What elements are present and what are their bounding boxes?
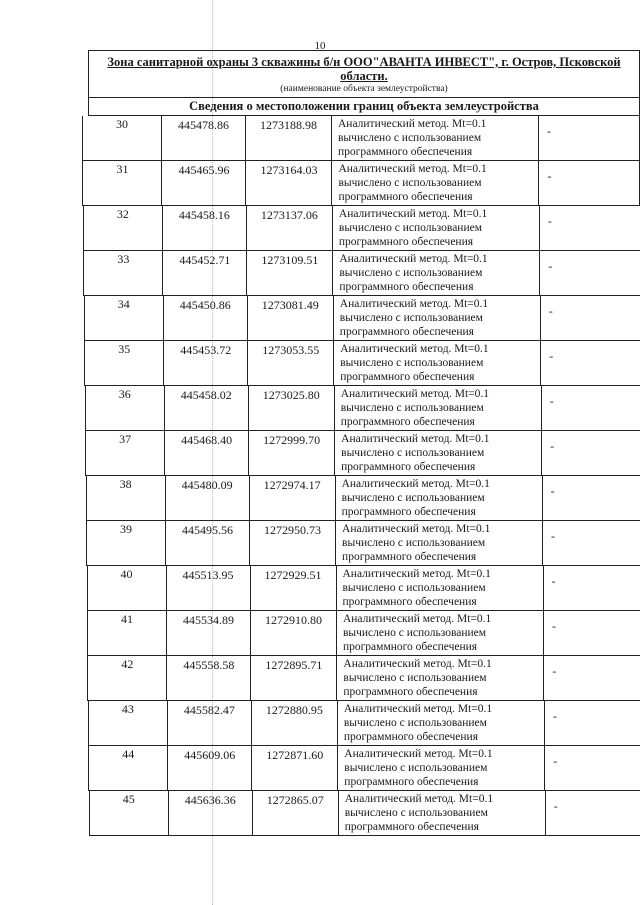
point-number-cell: 32 <box>83 206 162 251</box>
method-text-line: программного обеспечения <box>340 416 475 428</box>
coordinate-y-cell: 1272950.73 <box>249 521 335 566</box>
section-title: Сведения о местоположении границ объекта землеустройства <box>88 97 640 116</box>
note-cell: - <box>541 386 640 431</box>
note-cell: - <box>544 701 640 746</box>
table-row <box>94 701 640 746</box>
method-cell <box>335 476 542 521</box>
method-text-line: вычислено с использованием <box>338 177 482 189</box>
method-text-line: программного обеспечения <box>338 236 474 248</box>
method-cell <box>334 386 541 431</box>
method-text-line: вычислено с использованием <box>343 717 487 729</box>
table-row <box>93 611 640 656</box>
note-cell: - <box>543 566 640 611</box>
point-number-cell: 41 <box>87 611 166 656</box>
coordinate-x-cell: 445609.06 <box>167 746 251 791</box>
point-number-cell: 45 <box>89 791 168 836</box>
coordinate-y-cell: 1272880.95 <box>251 701 337 746</box>
point-number-cell: 34 <box>84 296 163 341</box>
coordinate-y-cell: 1272929.51 <box>250 566 336 611</box>
method-text-line: Аналитический метод. Mt=0.1 <box>338 118 487 130</box>
method-text-line: Аналитический метод. Mt=0.1 <box>342 568 491 580</box>
point-number-cell: 40 <box>87 566 166 611</box>
method-cell <box>335 521 542 566</box>
method-cell <box>334 431 541 476</box>
method-cell <box>332 251 539 296</box>
method-text-line: программного обеспечения <box>341 461 476 473</box>
method-text-line: Аналитический метод. Mt=0.1 <box>342 523 491 535</box>
method-text-line: вычислено с использованием <box>344 762 488 774</box>
method-text-line: Аналитический метод. Mt=0.1 <box>341 478 490 490</box>
method-cell <box>331 116 538 161</box>
method-text-line: вычислено с использованием <box>343 672 487 684</box>
method-text-line: программного обеспечения <box>342 596 477 608</box>
method-text-line: программного обеспечения <box>343 731 478 743</box>
note-cell: - <box>544 746 640 791</box>
table-row <box>95 791 640 836</box>
coordinate-y-cell: 1273053.55 <box>247 341 333 386</box>
method-text-line: программного обеспечения <box>342 551 477 563</box>
method-text-line: вычислено с использованием <box>339 312 483 324</box>
note-cell: - <box>545 791 640 836</box>
coordinate-y-cell: 1272871.60 <box>251 746 337 791</box>
method-text-line: Аналитический метод. Mt=0.1 <box>343 703 493 715</box>
coordinate-x-cell: 445458.16 <box>162 206 246 251</box>
method-cell <box>331 161 538 206</box>
coordinate-x-cell: 445513.95 <box>166 566 250 611</box>
method-text-line: Аналитический метод. Mt=0.1 <box>340 388 490 400</box>
method-text-line: Аналитический метод. Mt=0.1 <box>344 793 494 805</box>
method-text-line: программного обеспечения <box>338 146 473 158</box>
method-text-line: Аналитический метод. Mt=0.1 <box>339 253 488 265</box>
coordinate-x-cell: 445480.09 <box>165 476 249 521</box>
method-text-line: программного обеспечения <box>342 641 478 653</box>
method-text-line: вычислено с использованием <box>339 267 483 279</box>
method-cell <box>332 206 539 251</box>
coordinate-x-cell: 445534.89 <box>166 611 250 656</box>
method-text-line: Аналитический метод. Mt=0.1 <box>343 658 492 670</box>
method-text-line: вычислено с использованием <box>341 492 485 504</box>
method-text-line: вычислено с использованием <box>342 627 487 639</box>
method-text-line: Аналитический метод. Mt=0.1 <box>340 343 489 355</box>
coordinate-x-cell: 445452.71 <box>162 251 246 296</box>
coordinate-y-cell: 1273137.06 <box>246 206 332 251</box>
note-cell: - <box>538 161 640 206</box>
method-cell <box>338 791 545 836</box>
method-text-line: вычислено с использованием <box>341 447 485 459</box>
table-row <box>89 251 640 296</box>
note-cell: - <box>543 656 640 701</box>
document-table <box>88 50 640 836</box>
table-row <box>92 521 640 566</box>
coordinate-y-cell: 1272865.07 <box>252 791 338 836</box>
method-text-line: программного обеспечения <box>344 821 479 833</box>
method-text-line: программного обеспечения <box>343 686 478 698</box>
method-text-line: вычислено с использованием <box>338 132 482 144</box>
note-cell: - <box>542 521 640 566</box>
table-row <box>94 746 640 791</box>
method-text-line: Аналитический метод. Mt=0.1 <box>338 208 488 220</box>
method-text-line: вычислено с использованием <box>340 402 484 414</box>
coordinate-y-cell: 1273025.80 <box>248 386 334 431</box>
coordinate-y-cell: 1273109.51 <box>246 251 332 296</box>
method-text-line: программного обеспечения <box>339 281 474 293</box>
method-text-line: программного обеспечения <box>340 371 475 383</box>
table-row <box>91 386 640 431</box>
coordinates-table-body <box>88 116 640 836</box>
method-text-line: Аналитический метод. Mt=0.1 <box>341 433 490 445</box>
method-text-line: Аналитический метод. Mt=0.1 <box>338 163 487 175</box>
method-text-line: вычислено с использованием <box>342 537 486 549</box>
table-row <box>91 431 640 476</box>
coordinate-x-cell: 445636.36 <box>168 791 252 836</box>
method-text-line: Аналитический метод. Mt=0.1 <box>344 748 493 760</box>
point-number-cell: 39 <box>86 521 165 566</box>
table-row <box>90 296 640 341</box>
coordinate-x-cell: 445458.02 <box>164 386 248 431</box>
coordinate-y-cell: 1273081.49 <box>247 296 333 341</box>
coordinate-x-cell: 445468.40 <box>164 431 248 476</box>
coordinate-x-cell: 445495.56 <box>165 521 249 566</box>
method-text-line: программного обеспечения <box>344 776 479 788</box>
method-text-line: вычислено с использованием <box>342 582 486 594</box>
method-text-line: Аналитический метод. Mt=0.1 <box>342 613 492 625</box>
method-cell <box>333 296 540 341</box>
point-number-cell: 36 <box>85 386 164 431</box>
point-number-cell: 43 <box>88 701 167 746</box>
coordinate-x-cell: 445478.86 <box>161 116 245 161</box>
point-number-cell: 35 <box>84 341 163 386</box>
method-cell <box>336 611 543 656</box>
document-subtitle: (наименование объекта землеустройства) <box>88 83 640 97</box>
point-number-cell: 31 <box>82 161 161 206</box>
note-cell: - <box>541 431 640 476</box>
point-number-cell: 44 <box>88 746 167 791</box>
coordinate-y-cell: 1272895.71 <box>250 656 336 701</box>
method-text-line: вычислено с использованием <box>338 222 482 234</box>
point-number-cell: 37 <box>85 431 164 476</box>
coordinate-x-cell: 445453.72 <box>163 341 247 386</box>
method-text-line: программного обеспечения <box>341 506 476 518</box>
table-row <box>90 341 640 386</box>
note-cell: - <box>540 341 640 386</box>
note-cell: - <box>539 251 640 296</box>
note-cell: - <box>539 206 640 251</box>
page-number: 10 <box>314 40 326 52</box>
method-text-line: программного обеспечения <box>339 326 474 338</box>
method-cell <box>333 341 540 386</box>
coordinate-y-cell: 1272974.17 <box>249 476 335 521</box>
table-row <box>92 476 640 521</box>
coordinate-y-cell: 1273164.03 <box>245 161 331 206</box>
method-text-line: вычислено с использованием <box>340 357 484 369</box>
method-cell <box>337 701 544 746</box>
point-number-cell: 30 <box>82 116 161 161</box>
note-cell: - <box>540 296 640 341</box>
method-text-line: вычислено с использованием <box>344 807 488 819</box>
note-cell: - <box>543 611 640 656</box>
table-row <box>88 116 640 161</box>
coordinate-x-cell: 445558.58 <box>166 656 250 701</box>
coordinate-y-cell: 1272910.80 <box>250 611 336 656</box>
point-number-cell: 33 <box>83 251 162 296</box>
method-cell <box>337 746 544 791</box>
coordinate-x-cell: 445450.86 <box>163 296 247 341</box>
coordinate-y-cell: 1273188.98 <box>245 116 331 161</box>
method-cell <box>336 566 543 611</box>
note-cell: - <box>538 116 640 161</box>
table-row <box>89 206 640 251</box>
table-row <box>93 656 640 701</box>
method-text-line: Аналитический метод. Mt=0.1 <box>339 298 489 310</box>
point-number-cell: 42 <box>87 656 166 701</box>
coordinate-y-cell: 1272999.70 <box>248 431 334 476</box>
document-title: Зона санитарной охраны 3 скважины б/н ООО"АВАНТА ИНВЕСТ", г. Остров, Псковской области. <box>88 50 640 83</box>
method-cell <box>336 656 543 701</box>
coordinate-x-cell: 445465.96 <box>161 161 245 206</box>
table-row <box>93 566 640 611</box>
note-cell: - <box>542 476 640 521</box>
method-text-line: программного обеспечения <box>338 191 473 203</box>
coordinate-x-cell: 445582.47 <box>167 701 251 746</box>
point-number-cell: 38 <box>86 476 165 521</box>
table-row <box>88 161 640 206</box>
